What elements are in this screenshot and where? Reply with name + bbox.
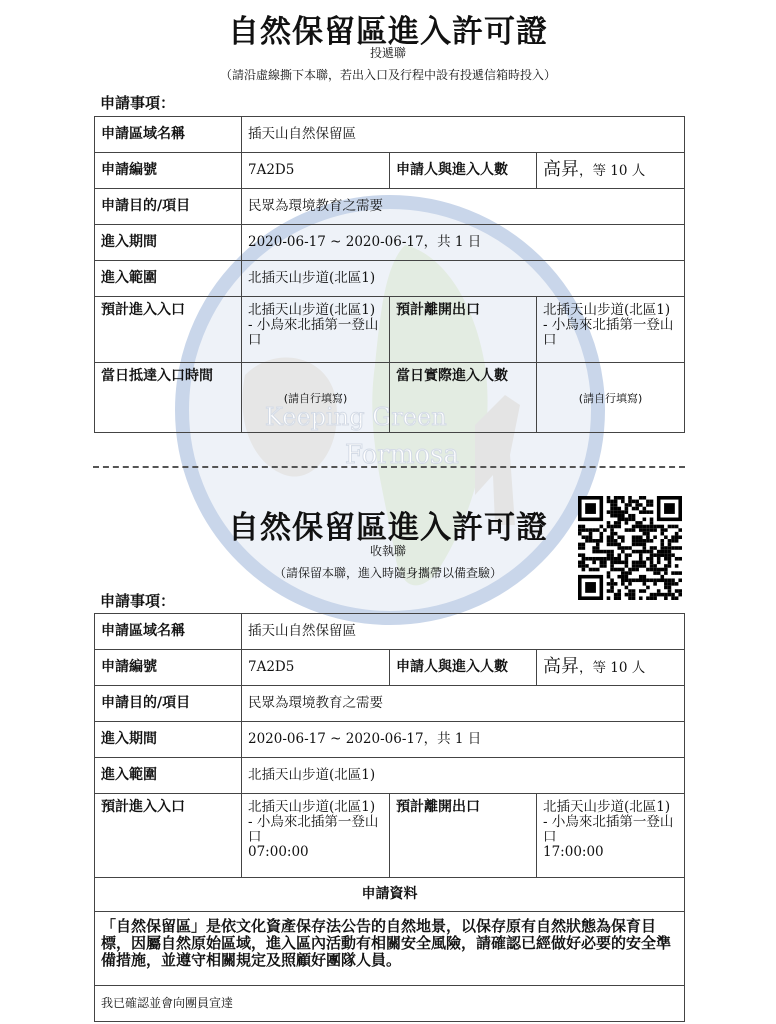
applicant-name: 高昇 [543,656,579,677]
application-heading-2: 申請事項： [100,592,176,610]
tear-line [93,466,685,468]
notice-text: 「自然保留區」是依文化資產保存法公告的自然地景，以保存原有自然狀態為保育目標，因屬自然原始區域，進入區內活動有相關安全風險，請確認已經做好必要的安全準備措施，並遵守相關規定及照顧好團隊人員。 [95,912,685,986]
value-exit [537,794,685,878]
entry-time: 07:00:00 [248,844,309,860]
value-period: 2020-06-17 ~ 2020-06-17，共 1 日 [242,225,685,261]
label-entry: 預計進入入口 [95,297,242,363]
value-range: 北插天山步道(北區1) [242,261,685,297]
label-arrival-time: 當日抵達入口時間 [95,363,242,433]
value-arrival-time [242,363,390,433]
value-range: 北插天山步道(北區1) [242,758,685,794]
label-area-name: 申請區域名稱 [95,614,242,650]
watermark-line2: Formosa [345,440,459,470]
label-entry: 預計進入入口 [95,794,242,878]
value-app-no: 7A2D5 [242,153,390,189]
value-entry [242,794,390,878]
value-purpose: 民眾為環境教育之需要 [242,189,685,225]
copy-type-1: 投遞聯 [369,46,406,60]
application-heading-1: 申請事項： [100,94,176,112]
label-purpose: 申請目的/項目 [95,686,242,722]
value-actual-count [537,363,685,433]
copy-type-2: 收執聯 [369,544,406,558]
value-area-name: 插天山自然保留區 [242,614,685,650]
label-exit: 預計離開出口 [390,794,537,878]
value-app-no: 7A2D5 [242,650,390,686]
label-purpose: 申請目的/項目 [95,189,242,225]
fill-note: (請自行填寫) [578,392,643,405]
exit-time: 17:00:00 [543,844,604,860]
value-applicant [537,650,685,686]
value-area-name: 插天山自然保留區 [242,117,685,153]
applicant-count: ，等 10 人 [579,163,646,179]
label-exit: 預計離開出口 [390,297,537,363]
instruction-2: （請保留本聯，進入時隨身攜帶以備查驗） [273,566,502,580]
info-header: 申請資料 [95,878,685,912]
instruction-1: （請沿虛線撕下本聯，若出入口及行程中設有投遞信箱時投入） [219,68,556,82]
value-purpose: 民眾為環境教育之需要 [242,686,685,722]
value-applicant [537,153,685,189]
value-period: 2020-06-17 ~ 2020-06-17，共 1 日 [242,722,685,758]
label-range: 進入範圍 [95,758,242,794]
permit-title-1: 自然保留區進入許可證 [228,14,548,50]
applicant-count: ，等 10 人 [579,660,646,676]
label-actual-count: 當日實際進入人數 [390,363,537,433]
label-app-no: 申請編號 [95,153,242,189]
value-entry: 北插天山步道(北區1) - 小烏來北插第一登山口 [242,297,390,363]
label-app-no: 申請編號 [95,650,242,686]
label-area-name: 申請區域名稱 [95,117,242,153]
exit-text: 北插天山步道(北區1) - 小烏來北插第一登山口 [543,799,674,845]
fill-note: (請自行填寫) [283,392,348,405]
confirm-statement: 我已確認並會向團員宣達 [95,986,685,1022]
label-applicant: 申請人與進入人數 [390,650,537,686]
label-period: 進入期間 [95,722,242,758]
permit-title-2: 自然保留區進入許可證 [228,510,548,546]
permit-table-1 [94,116,685,433]
value-exit: 北插天山步道(北區1) - 小烏來北插第一登山口 [537,297,685,363]
watermark-line1: Keeping Green [265,403,447,431]
applicant-name: 高昇 [543,159,579,180]
qr-code [578,496,682,600]
permit-table-2 [94,613,685,1022]
entry-text: 北插天山步道(北區1) - 小烏來北插第一登山口 [248,799,379,845]
label-period: 進入期間 [95,225,242,261]
label-range: 進入範圍 [95,261,242,297]
label-applicant: 申請人與進入人數 [390,153,537,189]
